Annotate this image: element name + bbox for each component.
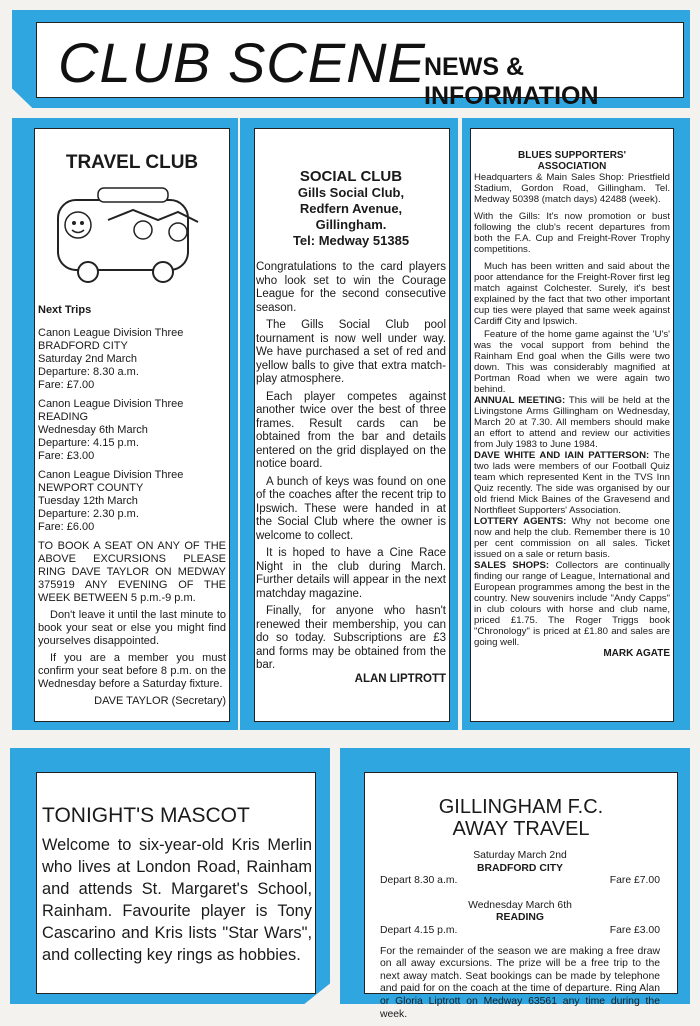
page-subtitle: NEWS & INFORMATION: [424, 53, 599, 110]
away-trip-depart: Depart 8.30 a.m.: [380, 875, 458, 887]
social-para-6: Finally, for anyone who hasn't renewed their membership, you can do so today. Subscriptions are £3 and forms may be obtained from the bar.: [256, 605, 446, 671]
trip-3: [38, 469, 226, 534]
travel-club-panel: [38, 136, 226, 720]
mascot-panel: [42, 784, 312, 990]
dave-white-text: The two lads were members of our Football Quiz team which represented Kent in the TVS Inn Quiz recently. The side was organised by our old friend Mick Baines of the Gravesend and Northfleet Supporters' Association.: [474, 450, 670, 516]
annual-meeting-text: This will be held at the Livingstone Arms Gillingham on Wednesday, March 20 at 7.30. All members should make an effort to attend and review our activities from July 1983 to June 1984.: [474, 395, 670, 450]
away-trip-depart: Depart 4.15 p.m.: [380, 924, 458, 936]
annual-meeting-label: ANNUAL MEETING:: [474, 395, 566, 406]
away-title-2: AWAY TRAVEL: [452, 818, 590, 840]
away-trip-opponent: READING: [496, 912, 544, 924]
sales-shops-label: SALES SHOPS:: [474, 560, 550, 571]
away-trip-fare: Fare £3.00: [609, 924, 660, 936]
blues-para-3: Feature of the home game against the 'U's' was the vocal support from behind the Rainham End goal when the Gills were two down. This was considerably magnified at Portman Road when we were again two behind.: [474, 329, 670, 395]
away-title-1: GILLINGHAM F.C.: [438, 796, 604, 818]
blues-para-2: Much has been written and said about the poor attendance for the Freight-Rover first leg match against Colchester. Surely, it's best explained by the fact that two other important cup ties were played that same week against Cardiff City and Ipswich.: [474, 261, 670, 327]
away-trip-row: [380, 925, 660, 938]
bus-illustration: [38, 180, 226, 290]
social-para-5: It is hoped to have a Cine Race Night in the club during March. Further details will appear in the next matchday magazine.: [256, 547, 446, 600]
trip-fare: Fare: £3.00: [38, 450, 95, 462]
trip-opponent: BRADFORD CITY: [38, 340, 128, 352]
blues-hq: Headquarters & Main Sales Shop: Priestfield Stadium, Gordon Road, Gillingham. Tel. Medway 50398 (match days) 42488 (week).: [474, 172, 670, 205]
blues-annual: [474, 395, 670, 450]
lottery-agents-label: LOTTERY AGENTS:: [474, 516, 567, 527]
blues-para-1: With the Gills: It's now promotion or bust following the club's recent departures from both the F.A. Cup and Freight-Rover Trophy competitions.: [474, 211, 670, 255]
trip-departure: Departure: 8.30 a.m.: [38, 366, 139, 378]
social-para-2: The Gills Social Club pool tournament is now well under way. We have purchased a set of red and yellow balls to give that extra match-play atmosphere.: [256, 319, 446, 385]
trip-departure: Departure: 2.30 p.m.: [38, 508, 139, 520]
social-club-tel: Tel: Medway 51385: [292, 233, 410, 248]
trip-date: Saturday 2nd March: [38, 353, 138, 365]
trip-2: [38, 398, 226, 463]
trip-date: Tuesday 12th March: [38, 495, 138, 507]
blues-sales: [474, 560, 670, 648]
away-trip-date: Saturday March 2nd: [473, 850, 567, 861]
social-para-3: Each player competes against another twice over the best of three frames. Result cards can be obtained from the bar and details entered on the grid displayed on the notice board.: [256, 390, 446, 470]
booking-text: TO BOOK A SEAT ON ANY OF THE ABOVE EXCURSIONS PLEASE RING DAVE TAYLOR ON MEDWAY 375919 ANY EVENING OF THE WEEK BETWEEN 5 p.m.-9 p.m.: [38, 540, 226, 604]
sales-shops-text: Collectors are continually finding our range of League, International and European programmes among the best in the country. New souvenirs include "Andy Capps" in club colours with horse and club name, priced £1.75. The Roger Triggs book "Chronology" is priced at £1.80 and sales are going well.: [474, 560, 670, 648]
away-trip-1: [368, 850, 674, 888]
trip-fare: Fare: £6.00: [38, 521, 95, 533]
travel-club-title: TRAVEL CLUB: [65, 152, 199, 173]
trip-league: Canon League Division Three: [38, 327, 184, 339]
lottery-agents-text: Why not become one now and help the club. Remember there is 10 per cent commission on all sales. Ticket issued on a sale or return basis.: [474, 516, 670, 560]
bus-icon: [38, 180, 226, 290]
away-trip-2: [368, 900, 674, 938]
social-para-4: A bunch of keys was found on one of the coaches after the recent trip to Ipswich. These were handed in at the Social Club where the owner is welcome to collect.: [256, 475, 446, 542]
trip-league: Canon League Division Three: [38, 469, 184, 481]
blues-signature: MARK AGATE: [603, 648, 670, 659]
trip-1: [38, 327, 226, 392]
social-club-panel: [256, 168, 446, 720]
mascot-text: Welcome to six-year-old Kris Merlin who lives at London Road, Rainham and attends St. Margaret's School, Rainham. Favourite player is Tony Cascarino and Kris lists "Star Wars", and collecting key rings as hobbies.: [42, 836, 312, 964]
social-para-1: Congratulations to the card players who look set to win the Courage League for the second consecutive season.: [256, 261, 446, 314]
social-club-title: SOCIAL CLUB: [299, 168, 403, 185]
away-trip-date: Wednesday March 6th: [468, 899, 572, 911]
away-panel: [368, 796, 674, 1020]
away-trip-row: [380, 875, 660, 888]
page-title: CLUB SCENE: [58, 31, 426, 94]
away-text: For the remainder of the season we are making a free draw on all away excursions. The prize will be a free trip to the next away match. Seat bookings can be made by telephone and paid for on the coach at the time of departure. Ring Alan or Gloria Liptrott on Medway 63561 any time during the week.: [380, 945, 660, 1020]
trip-date: Wednesday 6th March: [38, 424, 148, 436]
travel-para-1: Don't leave it until the last minute to book your seat or else you might find yourselves disappointed.: [38, 609, 226, 647]
next-trips-label: Next Trips: [38, 304, 92, 316]
away-trip-opponent: BRADFORD CITY: [476, 862, 563, 874]
trip-opponent: NEWPORT COUNTY: [38, 482, 144, 494]
trip-league: Canon League Division Three: [38, 398, 184, 410]
dave-white-label: DAVE WHITE AND IAIN PATTERSON:: [474, 450, 650, 461]
travel-para-2: If you are a member you must confirm your seat before 8 p.m. on the Wednesday before a Saturday fixture.: [38, 652, 226, 690]
blues-lottery: [474, 516, 670, 560]
blues-dave: [474, 450, 670, 516]
away-trip-fare: Fare £7.00: [609, 875, 660, 887]
social-signature: ALAN LIPTROTT: [354, 672, 446, 685]
trip-fare: Fare: £7.00: [38, 379, 95, 391]
mascot-title: TONIGHT'S MASCOT: [42, 804, 250, 827]
trip-departure: Departure: 4.15 p.m.: [38, 437, 139, 449]
travel-signature: DAVE TAYLOR (Secretary): [94, 695, 226, 707]
trip-opponent: READING: [38, 411, 89, 423]
social-club-address: Gills Social Club, Redfern Avenue, Gillingham.: [297, 185, 405, 232]
blues-title: BLUES SUPPORTERS' ASSOCIATION: [518, 150, 626, 172]
blues-panel: [474, 150, 670, 718]
